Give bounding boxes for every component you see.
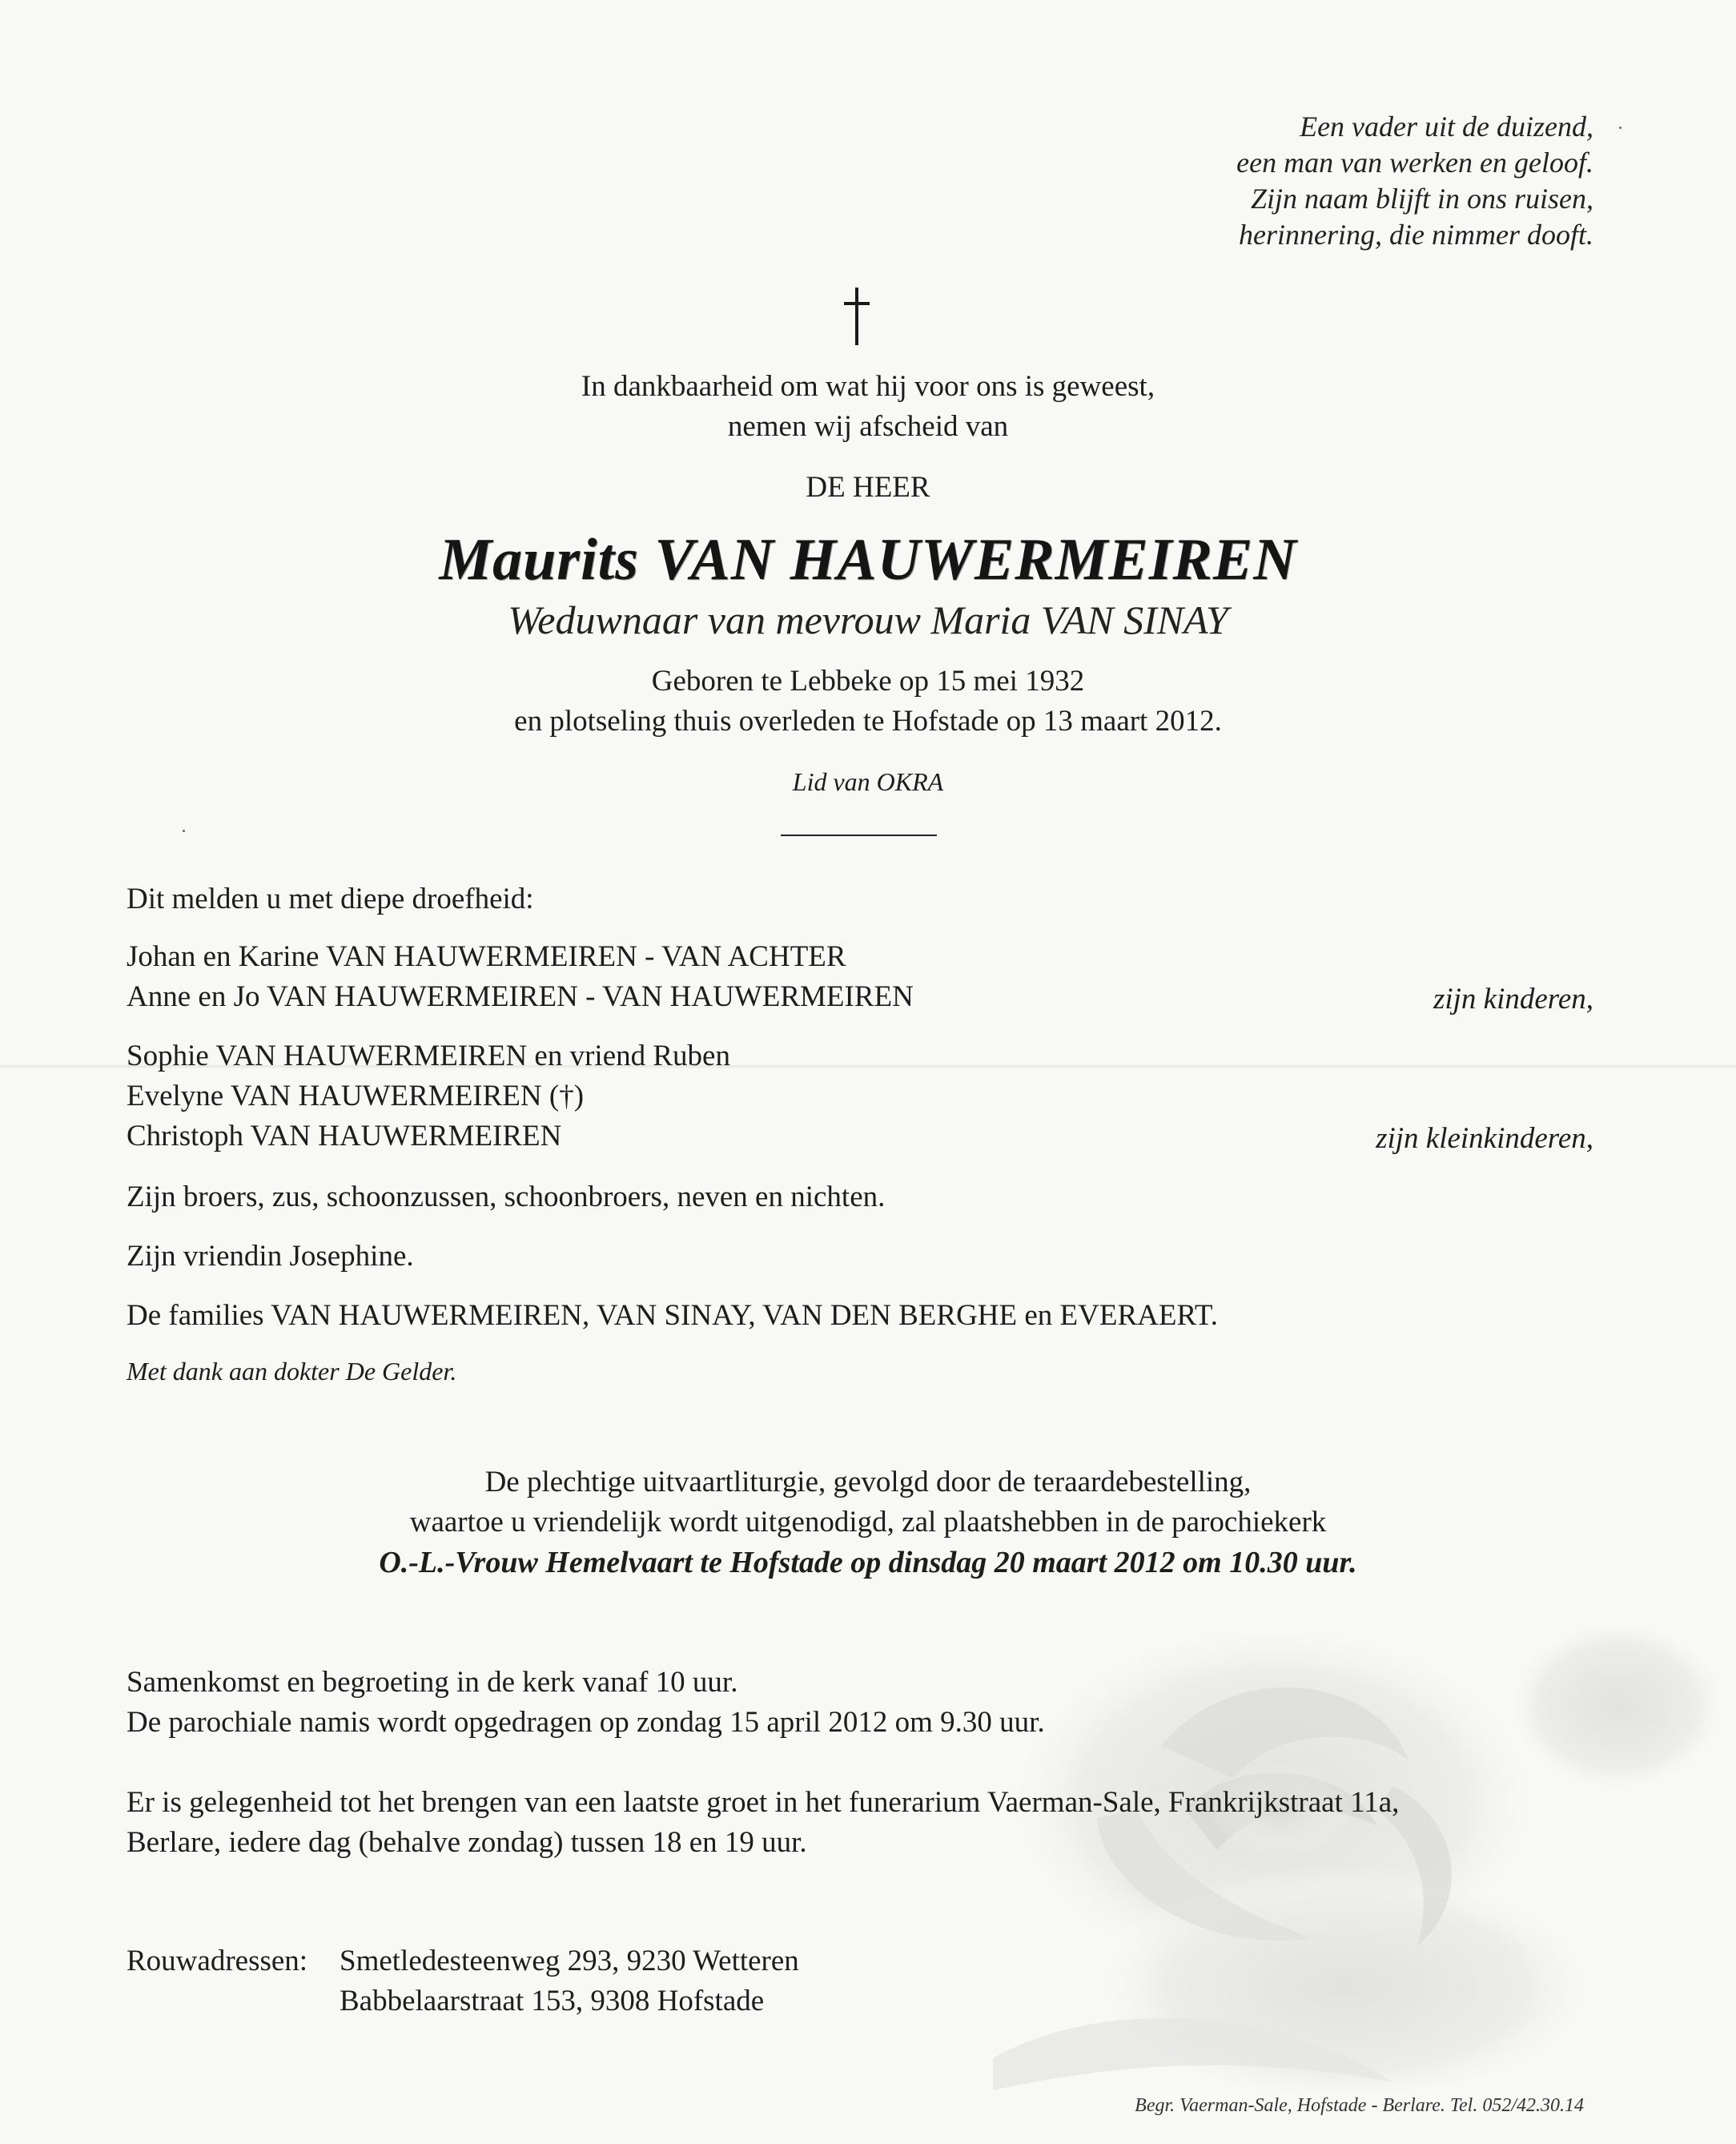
funeral-line: De plechtige uitvaartliturgie, gevolgd door de teraardebestelling, xyxy=(484,1466,1252,1498)
address-line: Babbelaarstraat 153, 9308 Hofstade xyxy=(340,1985,765,2017)
grandchild-entry: Christoph VAN HAUWERMEIREN xyxy=(127,1120,562,1152)
honorific: DE HEER xyxy=(806,471,930,504)
poem-line: een man van werken en geloof. xyxy=(1236,147,1593,179)
birth-line: Geboren te Lebbeke op 15 mei 1932 xyxy=(651,665,1085,698)
death-line: en plotseling thuis overleden te Hofstade op 13 maart 2012. xyxy=(514,705,1222,738)
undertaker-footer: Begr. Vaerman-Sale, Hofstade - Berlare. Tel. 052/42.30.14 xyxy=(1135,2095,1584,2116)
poem-line: Een vader uit de duizend, xyxy=(1300,111,1593,143)
deceased-name: Maurits VAN HAUWERMEIREN xyxy=(439,527,1297,593)
info-block xyxy=(127,1663,1045,1743)
scan-speck xyxy=(183,830,185,832)
siblings-line: Zijn broers, zus, schoonzussen, schoonbroers, neven en nichten. xyxy=(127,1181,886,1213)
grandchildren-list xyxy=(127,1036,730,1156)
children-label: zijn kinderen, xyxy=(1433,983,1593,1016)
address-line: Smetledesteenweg 293, 9230 Wetteren xyxy=(340,1945,799,1977)
child-entry: Johan en Karine VAN HAUWERMEIREN - VAN ACHTER xyxy=(127,940,846,973)
poem-line: Zijn naam blijft in ons ruisen, xyxy=(1250,183,1593,215)
poem-line: herinnering, die nimmer dooft. xyxy=(1239,219,1593,251)
intro-line: nemen wij afscheid van xyxy=(727,410,1009,443)
cross-icon xyxy=(841,284,873,348)
intro-line: In dankbaarheid om wat hij voor ons is geweest, xyxy=(581,370,1155,403)
gathering-line: Samenkomst en begroeting in de kerk vanaf 10 uur. xyxy=(127,1666,738,1699)
grandchild-entry: Evelyne VAN HAUWERMEIREN (†) xyxy=(127,1080,585,1112)
membership: Lid van OKRA xyxy=(792,767,944,796)
intro xyxy=(0,367,1736,447)
spouse-line: Weduwnaar van mevrouw Maria VAN SINAY xyxy=(508,597,1228,642)
announcement: Dit melden u met diepe droefheid: xyxy=(127,883,534,915)
divider xyxy=(781,835,937,836)
thanks-line: Met dank aan dokter De Gelder. xyxy=(127,1357,457,1386)
friend-line: Zijn vriendin Josephine. xyxy=(127,1240,414,1273)
visit-line: Er is gelegenheid tot het brengen van een laatste groet in het funerarium Vaerman-Sale, Frankrijkstraat 11a, xyxy=(127,1786,1400,1819)
children-list xyxy=(127,937,914,1017)
mass-line: De parochiale namis wordt opgedragen op zondag 15 april 2012 om 9.30 uur. xyxy=(127,1706,1045,1739)
scan-speck xyxy=(1619,127,1621,129)
dates xyxy=(0,662,1736,742)
addresses-list xyxy=(340,1941,799,2021)
child-entry: Anne en Jo VAN HAUWERMEIREN - VAN HAUWERMEIREN xyxy=(127,980,914,1013)
visit-line: Berlare, iedere dag (behalve zondag) tussen 18 en 19 uur. xyxy=(127,1826,807,1859)
visit-block xyxy=(127,1783,1399,1863)
addresses-label: Rouwadressen: xyxy=(127,1945,308,1977)
families-line: De families VAN HAUWERMEIREN, VAN SINAY, VAN DEN BERGHE en EVERAERT. xyxy=(127,1299,1219,1332)
funeral-line: waartoe u vriendelijk wordt uitgenodigd, zal plaatshebben in de parochiekerk xyxy=(409,1506,1327,1539)
funeral-location-time: O.-L.-Vrouw Hemelvaart te Hofstade op dinsdag 20 maart 2012 om 10.30 uur. xyxy=(379,1546,1357,1579)
grandchild-entry: Sophie VAN HAUWERMEIREN en vriend Ruben xyxy=(127,1040,730,1072)
grandchildren-label: zijn kleinkinderen, xyxy=(1376,1122,1593,1155)
poem xyxy=(1236,109,1593,253)
